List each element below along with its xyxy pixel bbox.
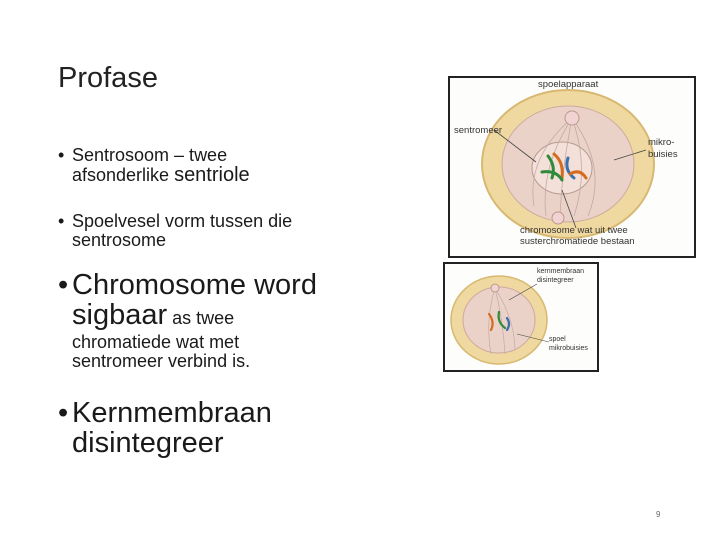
bullet-text-large: sentriole xyxy=(174,163,250,186)
bullet-spindle xyxy=(58,212,292,250)
slide-title: Profase xyxy=(58,62,158,94)
bullet-dot: • xyxy=(58,211,65,231)
label-spindle-2: mikrobuisies xyxy=(549,345,588,352)
bullet-text: as twee xyxy=(167,308,235,329)
bullet-line: Sentrosoom – twee xyxy=(72,145,228,165)
bullet-line: sentrosome xyxy=(72,229,167,250)
label-membrane-1: kernmembraan xyxy=(537,268,585,275)
bullet-dot: • xyxy=(58,269,69,301)
cell-illustration-small xyxy=(445,264,597,370)
bullet-text: afsonderlike xyxy=(72,164,175,185)
label-microtubules-2: buisies xyxy=(648,149,678,160)
bullet-line: Chromosome word xyxy=(72,269,317,301)
label-chromosomes-1: chromosome wat uit twee xyxy=(520,225,628,236)
centrosome-top xyxy=(565,111,579,125)
bullet-line: Kernmembraan xyxy=(72,397,272,429)
bullet-line: disintegreer xyxy=(72,427,224,460)
label-chromosomes-2: susterchromatiede bestaan xyxy=(520,236,635,247)
prophase-figure-large xyxy=(448,76,696,258)
bullet-line: Spoelvesel vorm tussen die xyxy=(72,211,293,231)
bullet-dot: • xyxy=(58,397,69,429)
page-number: 9 xyxy=(656,510,661,519)
bullet-line xyxy=(58,300,317,330)
bullet-chromosomes xyxy=(58,270,317,371)
centrosome-bottom xyxy=(552,212,564,224)
bullet-line: chromatiede wat met xyxy=(72,331,240,352)
centrosome xyxy=(491,284,499,292)
bullet-dot: • xyxy=(58,145,65,165)
label-centromere: sentromeer xyxy=(454,125,503,136)
label-spindle-apparatus: spoelapparaat xyxy=(538,79,599,90)
label-spindle-1: spoel xyxy=(549,336,566,343)
bullet-centrosome xyxy=(58,146,250,186)
label-membrane-2: disintegreer xyxy=(537,277,574,284)
prophase-figure-small xyxy=(443,262,599,372)
bullet-line: sentromeer verbind is. xyxy=(72,350,251,371)
bullet-text-large: sigbaar xyxy=(72,299,168,332)
bullet-line xyxy=(58,165,250,186)
bullet-membrane xyxy=(58,398,272,459)
label-microtubules-1: mikro- xyxy=(648,137,675,148)
